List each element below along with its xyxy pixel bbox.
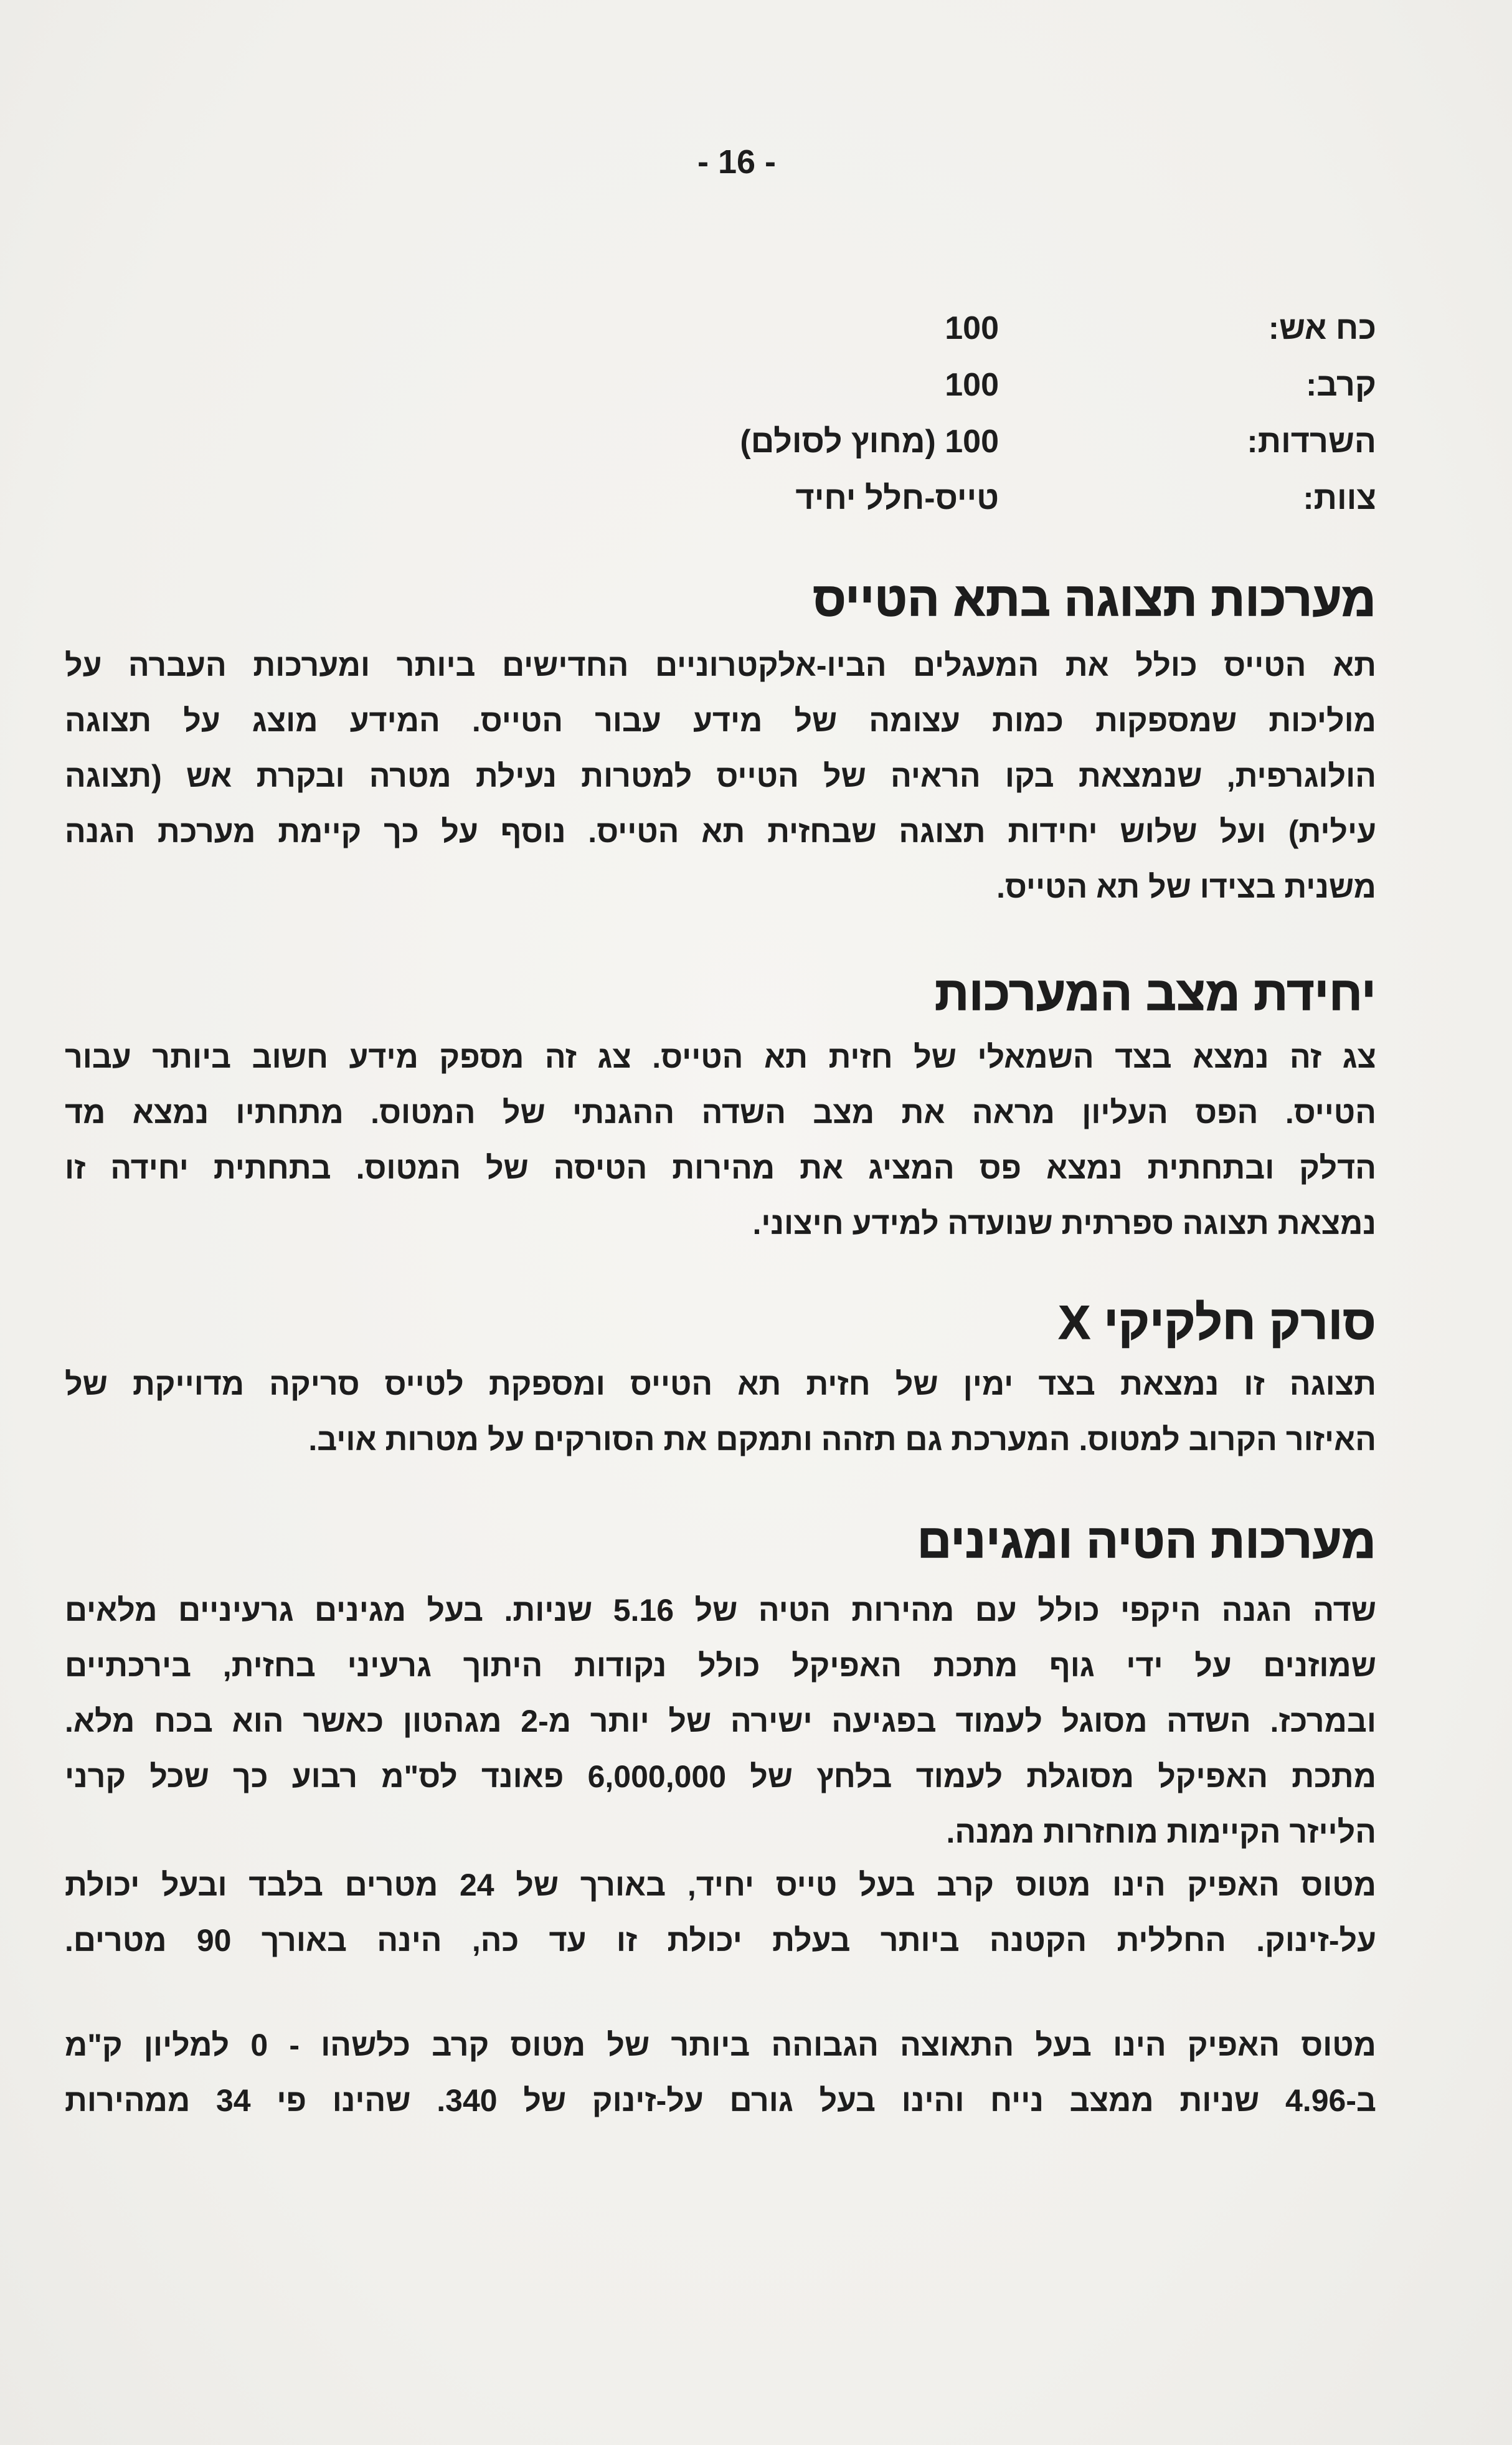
stat-row-firepower: [691, 300, 1376, 357]
paragraph-line: שדה הגנה היקפי כולל עם מהירות הטיה של 5.16 שניות. בעל מגינים גרעיניים מלאים: [65, 1593, 1376, 1628]
stat-row-combat: [691, 357, 1376, 414]
paragraph-line: עילית) ועל שלוש יחידות תצוגה שבחזית תא הטייס. נוסף על כך קיימת מערכת הגנה: [65, 814, 1376, 849]
paragraph: [65, 1030, 1376, 1251]
stat-label: צוות:: [1303, 480, 1376, 516]
paragraph-line: הטייס. הפס העליון מראה את מצב השדה ההגנתי של המטוס. מתחתיו נמצא מד: [65, 1095, 1376, 1130]
paragraph-line: הלייזר הקיימות מוחזרות ממנה.: [946, 1815, 1376, 1849]
paragraph-line: על-זינוק. החללית הקטנה ביותר בעלת יכולת זו עד כה, הינה באורך 90 מטרים.: [65, 1923, 1376, 1958]
section-heading: מערכות תצוגה בתא הטייס: [813, 573, 1376, 626]
stat-label: השרדות:: [1247, 424, 1376, 460]
paragraph-line: ב-4.96 שניות ממצב נייח והינו בעל גורם על-זינוק של 340. שהינו פי 34 ממהירות: [65, 2083, 1376, 2118]
paragraph-line: הדלק ובתחתית נמצא פס המציג את מהירות הטיסה של המטוס. בתחתית יחידה זו: [65, 1151, 1376, 1185]
stat-label: כח אש:: [1268, 310, 1376, 346]
paragraph: [65, 638, 1376, 915]
paragraph-line: תצוגה זו נמצאת בצד ימין של חזית תא הטייס ומספקת לטייס סריקה מדוייקת של: [65, 1367, 1376, 1402]
section-heading: יחידת מצב המערכות: [935, 967, 1376, 1020]
paragraph: [65, 1357, 1376, 1468]
paragraph: [65, 1858, 1376, 1968]
paragraph-line: ובמרכז. השדה מסוגל לעמוד בפגיעה ישירה של יותר מ-2 מגהטון כאשר הוא בכח מלא.: [65, 1704, 1376, 1739]
paragraph-line: מטוס האפיק הינו בעל התאוצה הגבוהה ביותר של מטוס קרב כלשהו - 0 למליון ק"מ: [65, 2028, 1376, 2063]
stats-table: [691, 300, 1376, 527]
paragraph-line: תא הטייס כולל את המעגלים הביו-אלקטרוניים החדישים ביותר ומערכות העברה על: [65, 648, 1376, 683]
stat-value: טייס-חלל יחיד: [795, 480, 999, 516]
stat-value: 100 (מחוץ לסולם): [740, 424, 999, 460]
stat-value: 100: [945, 310, 999, 346]
paragraph-line: שמוזנים על ידי גוף מתכת האפיקל כולל נקודות היתוך גרעיני בחזית, בירכתיים: [65, 1648, 1376, 1683]
paragraph-line: משנית בצידו של תא הטייס.: [996, 870, 1376, 904]
section-heading: סורק חלקיקי X: [1058, 1296, 1376, 1349]
paragraph-line: האיזור הקרוב למטוס. המערכת גם תזהה ותמקם את הסורקים על מטרות אויב.: [308, 1422, 1376, 1457]
page-number: - 16 -: [697, 143, 777, 181]
stat-row-crew: [691, 470, 1376, 527]
paragraph-line: צג זה נמצא בצד השמאלי של חזית תא הטייס. צג זה מספק מידע חשוב ביותר עבור: [65, 1040, 1376, 1075]
section-heading: מערכות הטיה ומגינים: [917, 1515, 1376, 1568]
paragraph-line: מטוס האפיק הינו מטוס קרב בעל טייס יחיד, באורך של 24 מטרים בלבד ובעל יכולת: [65, 1868, 1377, 1902]
paragraph-line: הולוגרפית, שנמצאת בקו הראיה של הטייס למטרות נעילת מטרה ובקרת אש (תצוגה: [65, 759, 1376, 794]
stat-label: קרב:: [1305, 367, 1376, 403]
stat-value: 100: [945, 367, 999, 403]
stat-row-survival: [691, 414, 1376, 470]
paragraph: [65, 2018, 1376, 2129]
paragraph-line: מוליכות שמספקות כמות עצומה של מידע עבור הטייס. המידע מוצג על תצוגה: [65, 703, 1376, 738]
paragraph-line: נמצאת תצוגה ספרתית שנועדה למידע חיצוני.: [752, 1206, 1376, 1241]
paragraph-line: מתכת האפיקל מסוגלת לעמוד בלחץ של 6,000,000 פאונד לס"מ רבוע כך שכל קרני: [65, 1759, 1377, 1794]
paragraph: [65, 1583, 1376, 1860]
